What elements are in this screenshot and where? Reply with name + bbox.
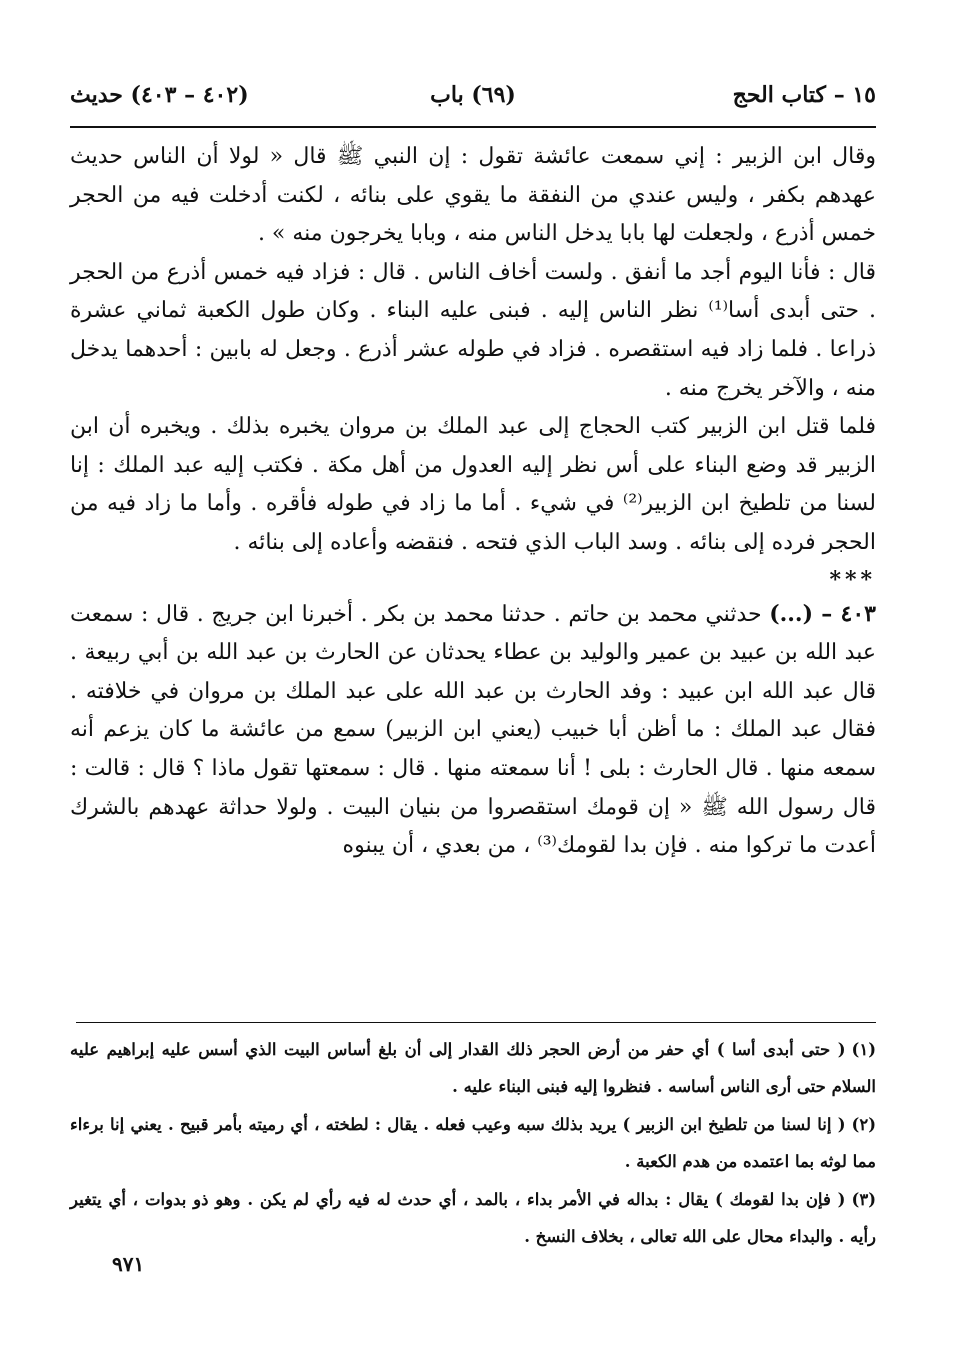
running-header [70, 70, 876, 128]
chapter-title: ١٥ – كتاب الحج [732, 82, 876, 108]
hadith-range: (٤٠٢ – ٤٠٣) حديث [70, 82, 249, 108]
footnotes [70, 1032, 876, 1257]
hadith-number: ٤٠٣ – (...) [769, 600, 876, 627]
footnote-1 [70, 1032, 876, 1105]
page-number: ٩٧١ [112, 1252, 145, 1276]
footnote-text: ( حتى أبدى أسا ) أي حفر من أرض الحجر ذلك القدار إلى أن بلغ أساس البيت الذي أسس عليه إبراهيم عليه السلام حتى أرى الناس أساسه . فنظروا إليه فبنى البناء عليه . [70, 1040, 876, 1096]
bab-title: (٦٩) باب [430, 82, 516, 108]
footnote-separator [76, 1022, 876, 1023]
section-separator-stars: *** [829, 566, 876, 593]
footnote-text: ( فإن بدا لقومك ) يقال : بداله في الأمر بداء ، بالمد ، أي حدث له فيه رأي لم يكن . وهو ذو بدوات ، أي يتغير رأيه . والبداء محال على الله تعالى ، بخلاف النسخ . [70, 1190, 876, 1246]
footnote-3 [70, 1182, 876, 1255]
paragraph-4 [70, 595, 876, 866]
hadith-403-text: حدثني محمد بن حاتم . حدثنا محمد بن بكر . أخبرنا ابن جريج . قال : سمعت عبد الله بن عبيد بن عمير والوليد بن عطاء يحدثان عن الحارث بن عبد الله بن أبي ربيعة . قال عبد الله ابن عبيد : وفد الحارث بن عبد الله على عبد الملك بن مروان في خلافته . فقال عبد الملك : ما أظن أبا خبيب (يعني ابن الزبير) سمع من عائشة ما كان يزعم أنه سمعه منها . قال الحارث : بلى ! أنا سمعته منها . قال : سمعتها تقول ماذا ؟ قال : قالت : قال رسول الله ﷺ « إن قومك استقصروا من بنيان البيت . ولولا حداثة عهدهم بالشرك أعدت ما تركوا منه . فإن بدا لقومك⁽³⁾ ، من بعدي ، أن يبنوه [70, 601, 876, 859]
footnote-mark: (٢) [851, 1115, 876, 1134]
footnote-mark: (١) [851, 1040, 876, 1059]
footnote-text: ( إنا لسنا من تلطيخ ابن الزبير ) يريد بذلك سبه وعيب فعله . يقال : لطخته ، أي رميته بأمر قبيح . يعني إنا برءاء مما لوثه بما اعتمده من هدم الكعبة . [70, 1115, 876, 1171]
paragraph-3: فلما قتل ابن الزبير كتب الحجاج إلى عبد الملك بن مروان يخبره بذلك . ويخبره أن ابن الزبير قد وضع البناء على أس نظر إليه العدول من أهل مكة . فكتب إليه عبد الملك : إنا لسنا من تلطيخ ابن الزبير⁽²⁾ في شيء . أما ما زاد في طوله فأقره . وأما ما زاد فيه من الحجر فرده إلى بنائه . وسد الباب الذي فتحه . فنقضه وأعاده إلى بنائه . [70, 414, 876, 555]
paragraph-1: وقال ابن الزبير : إني سمعت عائشة تقول : إن النبي ﷺ قال « لولا أن الناس حديث عهدهم بكفر ، وليس عندي من النفقة ما يقوي على بنائه ، لكنت أدخلت فيه من الحجر خمس أذرع ، ولجعلت لها بابا يدخل الناس منه ، وبابا يخرجون منه » . [70, 144, 876, 247]
main-text [70, 138, 876, 866]
paragraph-2: قال : فأنا اليوم أجد ما أنفق . ولست أخاف الناس . قال : فزاد فيه خمس أذرع من الحجر . حتى أبدى أسا⁽¹⁾ نظر الناس إليه . فبنى عليه البناء . وكان طول الكعبة ثماني عشرة ذراعا . فلما زاد فيه استقصره . فزاد في طوله عشر أذرع . وجعل له بابين : أحدهما يدخل منه ، والآخر يخرج منه . [70, 259, 876, 401]
footnote-mark: (٣) [851, 1190, 876, 1209]
footnote-2 [70, 1107, 876, 1180]
